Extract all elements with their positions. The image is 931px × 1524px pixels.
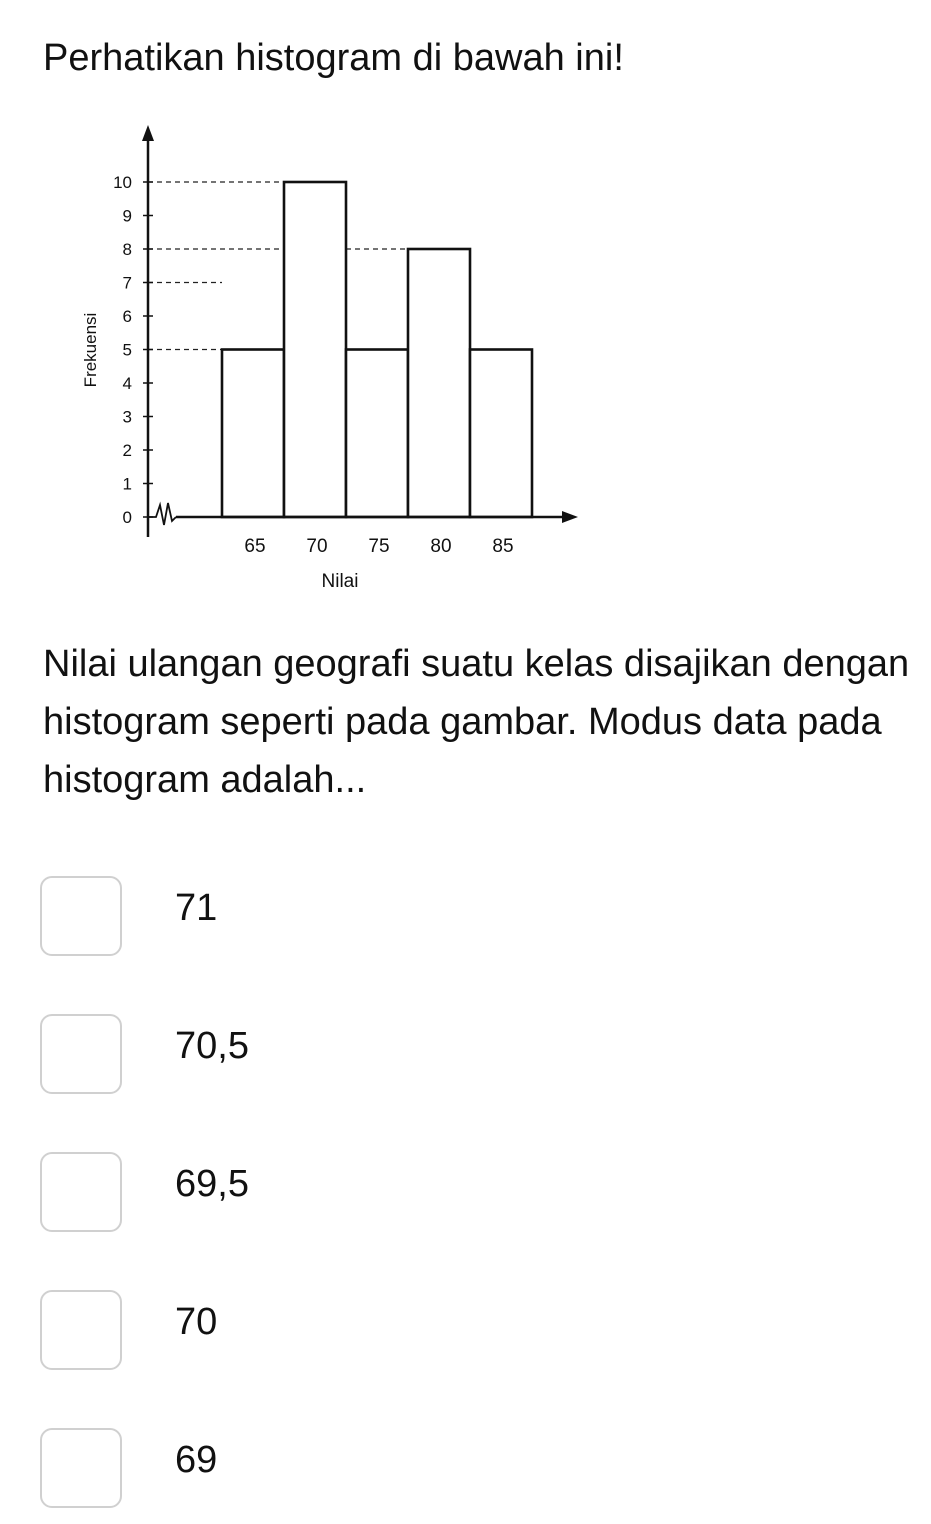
instruction-heading: Perhatikan histogram di bawah ini! bbox=[43, 37, 624, 79]
x-axis-arrow bbox=[562, 511, 578, 523]
option-2-label: 70,5 bbox=[175, 1025, 249, 1067]
histogram-chart bbox=[60, 115, 600, 605]
y-axis-title: Frekuensi bbox=[81, 312, 100, 388]
axis-break-mark bbox=[148, 503, 176, 525]
y-tick-label-5: 5 bbox=[122, 340, 132, 360]
y-tick-label-4: 4 bbox=[122, 374, 132, 393]
x-tick-label-80: 80 bbox=[430, 536, 452, 557]
histogram-bar-75 bbox=[346, 350, 408, 518]
x-tick-label-65: 65 bbox=[244, 536, 266, 557]
option-2[interactable] bbox=[40, 1014, 900, 1098]
option-1-label: 71 bbox=[175, 887, 218, 929]
option-1[interactable] bbox=[40, 876, 900, 960]
y-tick-label-8: 8 bbox=[122, 240, 132, 259]
y-tick-label-3: 3 bbox=[122, 407, 132, 427]
option-1-checkbox[interactable] bbox=[40, 876, 122, 956]
histogram-bar-65 bbox=[222, 350, 284, 518]
histogram-bar-80 bbox=[408, 249, 470, 517]
x-tick-label-70: 70 bbox=[306, 536, 328, 557]
option-2-checkbox[interactable] bbox=[40, 1014, 122, 1094]
y-tick-label-1: 1 bbox=[122, 474, 132, 494]
option-4[interactable] bbox=[40, 1290, 900, 1374]
x-axis-title: Nilai bbox=[321, 571, 359, 592]
y-tick-label-7: 7 bbox=[122, 273, 132, 293]
x-tick-label-75: 75 bbox=[368, 536, 390, 557]
option-5-checkbox[interactable] bbox=[40, 1428, 122, 1508]
option-3-label: 69,5 bbox=[175, 1163, 249, 1205]
histogram-bar-70 bbox=[284, 182, 346, 517]
option-5-label: 69 bbox=[175, 1439, 218, 1481]
y-tick-label-6: 6 bbox=[122, 307, 132, 326]
option-5[interactable] bbox=[40, 1428, 900, 1512]
histogram-bar-85 bbox=[470, 350, 532, 518]
y-tick-label-9: 9 bbox=[122, 206, 132, 226]
option-4-label: 70 bbox=[175, 1301, 218, 1343]
option-3-checkbox[interactable] bbox=[40, 1152, 122, 1232]
question-text: Nilai ulangan geografi suatu kelas disajikan dengan histogram seperti pada gambar. Modus data pada histogram adalah... bbox=[43, 643, 910, 801]
y-axis-arrow bbox=[142, 125, 154, 141]
option-4-checkbox[interactable] bbox=[40, 1290, 122, 1370]
y-tick-label-0: 0 bbox=[122, 508, 132, 527]
y-tick-label-10: 10 bbox=[113, 173, 132, 192]
y-tick-label-2: 2 bbox=[122, 441, 132, 460]
x-tick-label-85: 85 bbox=[492, 536, 514, 557]
option-3[interactable] bbox=[40, 1152, 900, 1236]
